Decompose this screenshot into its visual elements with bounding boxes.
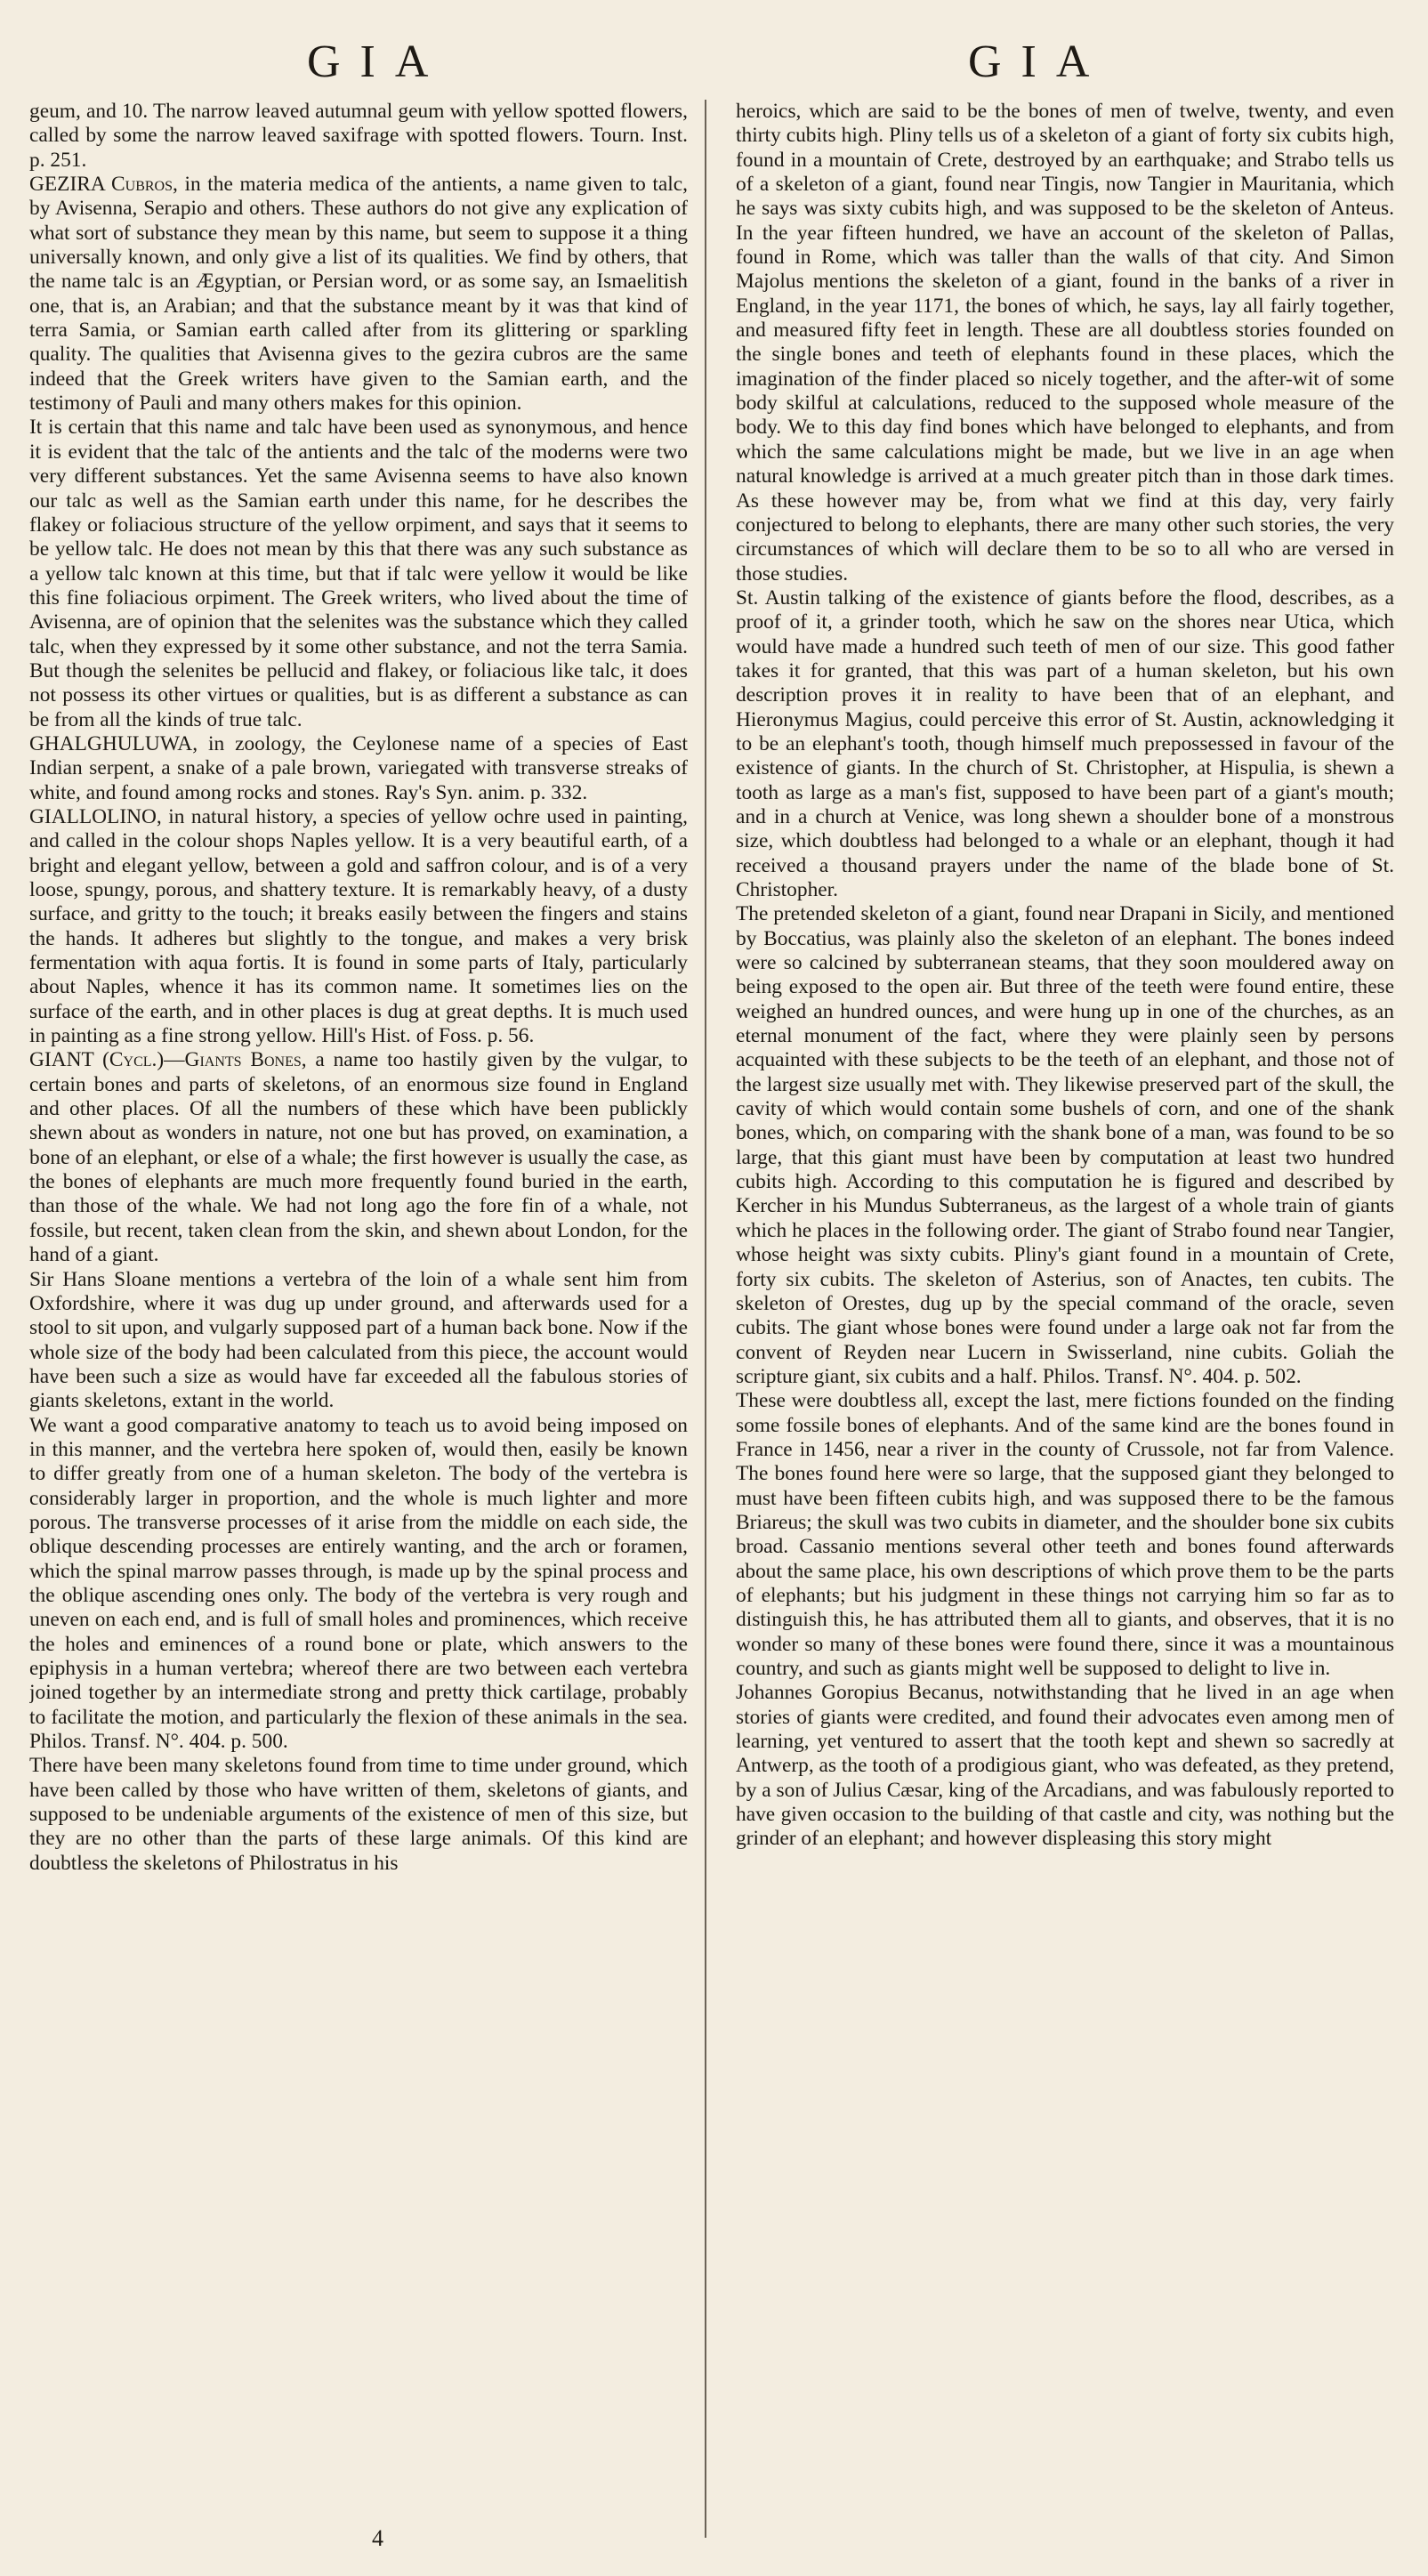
paragraph: Sir Hans Sloane mentions a vertebra of the loin of a whale sent him from Oxfordshire, where it was dug up under ground, and afterwards used for a stool to sit upon, and vulgarly supposed part of a human back bone. Now if the whole size of the body had been calculated from this piece, the account would have been such a size as would have far exceeded all the fabulous stories of giants skeletons, extant in the world. — [29, 1267, 688, 1413]
paragraph: heroics, which are said to be the bones of men of twelve, twenty, and even thirty cubits high. Pliny tells us of a skeleton of a giant of forty six cubits high, found in a mountain of Crete, destroyed by an earthquake; and Strabo tells us of a skeleton of a giant, found near Tingis, now Tangier in Mauritania, which he says was sixty cubits high, and was supposed to be the skeleton of Anteus. In the year fifteen hundred, we have an account of the skeleton of Pallas, found in Rome, which was taller than the walls of that city. And Simon Majolus mentions the skeleton of a giant, found in the banks of a river in England, in the year 1171, the bones of which, he says, lay all fairly together, and measured fifty feet in length. These are all doubtless stories founded on the single bones and teeth of elephants found in these places, which the imagination of the finder placed so nicely together, and the after-wit of some body skilful at calculations, reduced to the supposed whole measure of the body. We to this day find bones which have belonged to elephants, and from which the same calculations might be made, but we live in an age when natural knowledge is arrived at a much greater pitch than in those dark times. As these however may be, from what we find at this day, very fairly conjectured to belong to elephants, there are many other such stories, the very circumstances of which will declare them to be so to all who are versed in those studies. — [736, 100, 1394, 585]
entry-gezira — [29, 173, 688, 416]
paragraph: Johannes Goropius Becanus, notwithstanding that he lived in an age when stories of giants were credited, and found their advocates even among men of learning, yet ventured to assert that the tooth kept and shewn so sacredly at Antwerp, as the tooth of a prodigious giant, who was defeated, as they pretend, by a son of Julius Cæsar, king of the Arcadians, and was fabulously reported to have given occasion to the building of that castle and city, was nothing but the grinder of an elephant; and however displeasing this story might — [736, 1681, 1394, 1851]
paragraph: The pretended skeleton of a giant, found near Drapani in Sicily, and mentioned by Boccatius, was plainly also the skeleton of an elephant. The bones indeed were so calcined by subterranean steams, that they soon mouldered away on being exposed to the open air. But three of the teeth were found entire, these weighed an hundred ounces, and were hung up in one of the churches, as an eternal monument of the fact, where they were plainly seen by persons acquainted with these subjects to be the teeth of an elephant, and those not of the largest size usually met with. They likewise preserved part of the skull, the cavity of which would contain some bushels of corn, and one of the shank bones, which, on comparing with the shank bone of a man, was found to be so large, that this giant must have been by computation at least two hundred cubits high. According to this computation he is figured and described by Kercher in his Mundus Subterraneus, as the largest of a whole train of giants which he places in the following order. The giant of Strabo found near Tangier, whose height was sixty cubits. Pliny's giant found in a mountain of Crete, forty six cubits. The skeleton of Asterius, son of Anactes, ten cubits. The skeleton of Orestes, dug up by the special command of the oracle, seven cubits. The giant whose bones were found under a large oak not far from the convent of Reyden near Lucern in Swisserland, nine cubits. Goliah the scripture giant, six cubits and a half. Philos. Transf. N°. 404. p. 502. — [736, 902, 1394, 1388]
right-column — [736, 100, 1394, 2462]
page-header — [0, 36, 1428, 89]
left-running-head: GIA — [307, 36, 448, 87]
paragraph: geum, and 10. The narrow leaved autumnal geum with yellow spotted flowers, called by some the narrow leaved saxifrage with spotted flowers. Tourn. Inst. p. 251. — [29, 100, 688, 172]
column-divider — [705, 100, 706, 2538]
paragraph: There have been many skeletons found from time to time under ground, which have been called by those who have written of them, skeletons of giants, and supposed to be undeniable arguments of the existence of men of this size, but they are no other than the parts of these large animals. Of this kind are doubtless the skeletons of Philostratus in his — [29, 1754, 688, 1875]
entry-text: in natural history, a species of yellow ochre used in painting, and called in the colour shops Naples yellow. It is a very beautiful earth, of a bright and elegant yellow, between a gold and saffron colour, and is of a very loose, spungy, porous, and shattery texture. It is remarkably heavy, of a dusty surface, and gritty to the touch; it breaks easily between the fingers and stains the hands. It adheres but slightly to the tongue, and makes a very brisk fermentation with aqua fortis. It is found in some parts of Italy, particularly about Naples, whence it has its common name. It sometimes lies on the surface of the earth, and in other places is dug at great depths. It is much used in painting as a fine strong yellow. Hill's Hist. of Foss. p. 56. — [29, 804, 688, 1048]
headword: GEZIRA Cubros, — [29, 173, 178, 197]
headword: GHALGHULUWA, — [29, 731, 198, 755]
headword: GIALLOLINO, — [29, 804, 162, 828]
paragraph: St. Austin talking of the existence of giants before the flood, describes, as a proof of it, a grinder tooth, which he saw on the shores near Utica, which would have made a hundred such teeth of men of our size. This good father takes it for granted, that this was part of a human skeleton, but his own description proves it in reality to have been that of an elephant, and Hieronymus Magius, could perceive this error of St. Austin, acknowledging it to be an elephant's tooth, though himself much prepossessed in favour of the existence of giants. In the church of St. Christopher, at Hispulia, is shewn a tooth as large as a man's fist, supposed to have been part of a giant's mouth; and in a church at Venice, was long shewn a shoulder bone of a monstrous size, which doubtless had belonged to a whale or an elephant, though it had received a thousand prayers under the name of the blade bone of St. Christopher. — [736, 585, 1394, 901]
entry-text: a name too hastily given by the vulgar, to certain bones and parts of skeletons, of an enormous size found in England and other places. Of all the numbers of these which have been publickly shewn about as wonders in nature, not one but has proved, on examination, a bone of an elephant, or else of a whale; the first however is usually the case, as the bones of elephants are much more frequently found buried in the earth, than those of the whale. We had not long ago the fore fin of a whale, not fossile, but recent, taken clean from the skin, and shewn about London, for the hand of a giant. — [29, 1048, 688, 1267]
paragraph: These were doubtless all, except the last, mere fictions founded on the finding some fossile bones of elephants. And of the same kind are the bones found in France in 1456, near a river in the county of Crussole, not far from Valence. The bones found here were so large, that the supposed giant they belonged to must have been fifteen cubits high, and was supposed there to be the famous Briareus; the skull was two cubits in diameter, and the shoulder bone six cubits broad. Cassanio mentions several other teeth and bones found afterwards about the same place, his own descriptions of which prove them to be the parts of elephants; but his judgment in these things not carrying him so far as to distinguish this, he has attributed them all to giants, and observes, that it is no wonder so many of these bones were found there, since it was a mountainous country, and such as giants might well be supposed to delight to live in. — [736, 1389, 1394, 1680]
headword: GIANT (Cycl.)—Giants Bones, — [29, 1048, 307, 1072]
left-column — [29, 100, 688, 2462]
entry-text: in zoology, the Ceylonese name of a species of East Indian serpent, a snake of a pale brown, variegated with transverse streaks of white, and found among rocks and stones. Ray's Syn. anim. p. 332. — [29, 731, 688, 804]
paragraph: We want a good comparative anatomy to teach us to avoid being imposed on in this manner, and the vertebra here spoken of, would then, easily be known to differ greatly from one of a human skeleton. The body of the vertebra is considerably larger in proportion, and the whole is much lighter and more porous. The transverse processes of it arise from the middle on each side, the oblique descending processes are entirely wanting, and the arch or foramen, which the spinal marrow passes through, is made up by the spinal process and the oblique ascending ones only. The body of the vertebra is very rough and uneven on each end, and is full of small holes and prominences, which receive the holes and eminences of a round bone or plate, which answers to the epiphysis in a human vertebra; whereof there are two between each vertebra joined together by an intermediate strong and pretty thick cartilage, probably to facilitate the motion, and particularly the flexion of these animals in the sea. Philos. Transf. N°. 404. p. 500. — [29, 1413, 688, 1754]
entry-ghalghuluwa — [29, 732, 688, 805]
page-number: 4 — [372, 2525, 383, 2551]
right-running-head: GIA — [968, 36, 1109, 87]
paragraph: It is certain that this name and talc have been used as synonymous, and hence it is evident that the talc of the antients and the talc of the moderns were two very different substances. Yet the same Avisenna seems to have also known our talc as well as the Samian earth under this name, for he describes the flakey or foliacious structure of the yellow orpiment, and says that it seems to be yellow talc. He does not mean by this that there was any such substance as a yellow talc known at this time, but that if talc were yellow it would be like this fine foliacious orpiment. The Greek writers, who lived about the time of Avisenna, are of opinion that the selenites was the substance which they called talc, when they expressed by it some other substance, and not the terra Samia. But though the selenites be pellucid and flakey, or foliacious like talc, it does not possess its other virtues or qualities, but is as different a substance as can be from all the kinds of true talc. — [29, 416, 688, 731]
entry-text: in the materia medica of the antients, a name given to talc, by Avisenna, Serapio and others. These authors do not give any explication of what sort of substance they mean by this name, but seem to suppose it a thing universally known, and only give a list of its qualities. We find by others, that the name talc is an Ægyptian, or Persian word, or as some say, an Ismaelitish one, that is, an Arabian; and that the substance meant by it was that kind of terra Samia, or Samian earth called after from its glittering or sparkling quality. The qualities that Avisenna gives to the gezira cubros are the same indeed that the Greek writers have given to the Samian earth, and the testimony of Pauli and many others makes for this opinion. — [29, 173, 688, 416]
entry-giant — [29, 1048, 688, 1267]
entry-giallolino — [29, 805, 688, 1048]
